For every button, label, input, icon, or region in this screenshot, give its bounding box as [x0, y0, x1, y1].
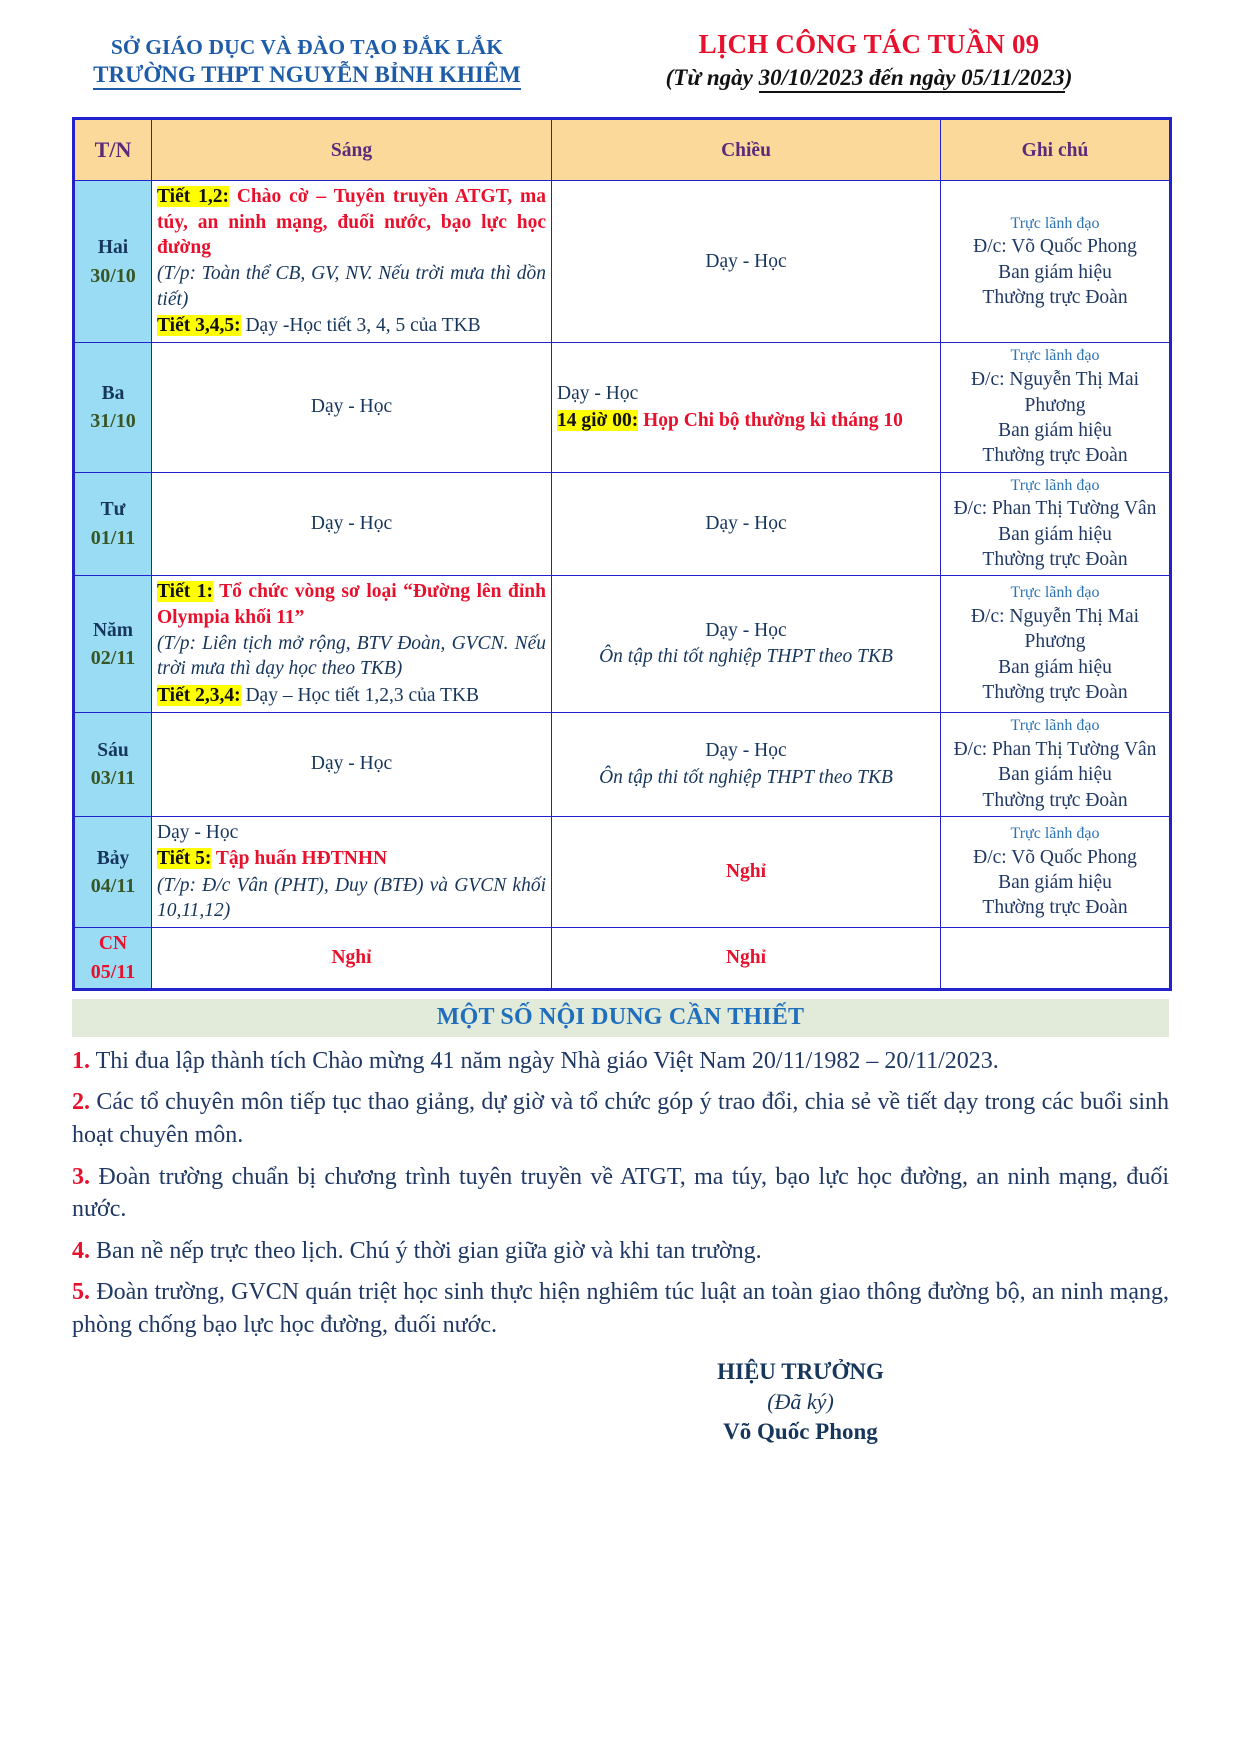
cell-line: (T/p: Toàn thể CB, GV, NV. Nếu trời mưa thì dồn tiết) [157, 263, 546, 310]
duty-person: Đ/c: Võ Quốc Phong [973, 236, 1137, 258]
cell-line: Tiết 3,4,5: Dạy -Học tiết 3, 4, 5 của TKB [157, 315, 481, 337]
signature-role: HIỆU TRƯỞNG [717, 1358, 884, 1384]
signature-signed-note: (Đã ký) [767, 1388, 834, 1414]
notes-cell [941, 181, 1171, 343]
duty-board: Ban giám hiệu [998, 656, 1112, 678]
subtitle-suffix: ) [1064, 65, 1073, 91]
duty-board: Ban giám hiệu [998, 261, 1112, 283]
highlight-label: Tiết 3,4,5: [157, 315, 241, 337]
note-number: 1. [72, 1047, 90, 1074]
morning-cell [152, 817, 552, 928]
department-name: SỞ GIÁO DỤC VÀ ĐÀO TẠO ĐẮK LẮK [110, 35, 504, 59]
duty-person: Đ/c: Nguyễn Thị Mai Phương [970, 369, 1140, 416]
notes-cell [941, 713, 1171, 817]
note-number: 3. [72, 1163, 90, 1190]
cell-line: Tiết 5: Tập huấn HĐTNHN [157, 848, 388, 870]
duty-board: Ban giám hiệu [998, 419, 1112, 441]
duty-board: Ban giám hiệu [998, 764, 1112, 786]
duty-union: Thường trực Đoàn [982, 682, 1128, 704]
day-name: Tư [100, 499, 126, 521]
note-text: Đoàn trường, GVCN quán triệt học sinh thực hiện nghiêm túc luật an toàn giao thông đường bộ, an ninh mạng, phòng chống bạo lực học đường, đuối nước. [72, 1279, 1169, 1339]
table-row [74, 817, 1171, 928]
day-date: 02/11 [90, 646, 136, 669]
cell-line: Ôn tập thi tốt nghiệp THPT theo TKB [599, 766, 893, 788]
cell-line: Nghỉ [725, 946, 767, 968]
day-cell [74, 713, 152, 817]
note-item [72, 1045, 1169, 1078]
duty-title: Trực lãnh đạo [1010, 214, 1100, 232]
column-header-afternoon: Chiều [552, 119, 941, 181]
morning-cell [152, 472, 552, 576]
morning-cell [152, 343, 552, 472]
duty-title: Trực lãnh đạo [1010, 584, 1100, 602]
afternoon-cell [552, 472, 941, 576]
day-date: 04/11 [90, 874, 136, 897]
duty-title: Trực lãnh đạo [1010, 476, 1100, 494]
note-text: Các tổ chuyên môn tiếp tục thao giảng, dự giờ và tổ chức góp ý trao đổi, chia sẻ về tiết dạy trong các buổi sinh hoạt chuyên môn. [72, 1089, 1170, 1148]
day-name: Hai [97, 237, 129, 259]
notes-cell [941, 576, 1171, 713]
day-cell [74, 576, 152, 713]
cell-line: Nghỉ [725, 861, 767, 883]
subtitle-date-range: 30/10/2023 đến ngày 05/11/2023 [759, 65, 1065, 93]
cell-line: (T/p: Liên tịch mở rộng, BTV Đoàn, GVCN. Nếu trời mưa thì dạy học theo TKB) [157, 633, 546, 680]
cell-line: 14 giờ 00: Họp Chi bộ thường kì tháng 10 [557, 409, 903, 431]
cell-line: Tiết 1,2: Chào cờ – Tuyên truyền ATGT, ma túy, an ninh mạng, đuối nước, bạo lực học đường [157, 186, 546, 259]
notes-cell [941, 343, 1171, 472]
morning-cell [152, 181, 552, 343]
table-row [74, 343, 1171, 472]
table-row [74, 576, 1171, 713]
afternoon-cell [552, 181, 941, 343]
notes-list [72, 1045, 1169, 1342]
day-cell [74, 343, 152, 472]
day-name: Sáu [97, 739, 129, 761]
cell-line: Dạy - Học [157, 822, 239, 843]
cell-line: Dạy - Học [557, 383, 639, 405]
day-date: 03/11 [90, 767, 136, 790]
subtitle-prefix: (Từ ngày [665, 65, 759, 91]
duty-person: Đ/c: Võ Quốc Phong [973, 846, 1137, 868]
notes-section-banner: MỘT SỐ NỘI DUNG CẦN THIẾT [72, 999, 1169, 1037]
note-text: Thi đua lập thành tích Chào mừng 41 năm ngày Nhà giáo Việt Nam 20/11/1982 – 20/11/2023. [95, 1047, 999, 1074]
cell-line: Dạy - Học [705, 619, 787, 641]
duty-title: Trực lãnh đạo [1010, 347, 1100, 365]
column-header-notes: Ghi chú [941, 119, 1171, 181]
duty-union: Thường trực Đoàn [982, 549, 1128, 571]
cell-line: Tiết 1: Tổ chức vòng sơ loại “Đường lên đỉnh Olympia khối 11” [157, 581, 546, 628]
note-number: 5. [72, 1279, 90, 1306]
highlight-label: Tiết 1: [157, 581, 213, 603]
table-header-row [74, 119, 1171, 181]
afternoon-cell [552, 817, 941, 928]
cell-line: Nghỉ [331, 946, 372, 968]
notes-cell [941, 472, 1171, 576]
column-header-morning: Sáng [152, 119, 552, 181]
duty-union: Thường trực Đoàn [982, 789, 1128, 811]
note-number: 4. [72, 1237, 90, 1264]
cell-line: Ôn tập thi tốt nghiệp THPT theo TKB [599, 646, 893, 668]
day-name: Bảy [96, 847, 130, 869]
highlight-label: 14 giờ 00: [557, 409, 639, 431]
day-cell [74, 928, 152, 989]
duty-person: Đ/c: Nguyễn Thị Mai Phương [970, 606, 1140, 653]
duty-title: Trực lãnh đạo [1010, 717, 1100, 735]
duty-title: Trực lãnh đạo [1010, 824, 1100, 842]
signature-block [72, 1356, 1169, 1449]
school-name-text: TRƯỜNG THPT NGUYỄN BỈNH KHIÊM [93, 62, 521, 90]
duty-person: Đ/c: Phan Thị Tường Vân [953, 738, 1157, 760]
day-date: 30/10 [90, 264, 136, 287]
date-range-subtitle [569, 65, 1169, 91]
table-row [74, 713, 1171, 817]
day-date: 05/11 [90, 960, 136, 983]
day-date: 31/10 [90, 410, 136, 433]
organization-block [72, 28, 542, 90]
cell-line: Tiết 2,3,4: Dạy – Học tiết 1,2,3 của TKB [157, 684, 480, 706]
cell-line: Dạy - Học [310, 396, 393, 418]
day-name: Năm [92, 619, 134, 641]
cell-line: Dạy - Học [310, 512, 393, 534]
day-name: CN [98, 933, 128, 955]
note-number: 2. [72, 1089, 90, 1116]
morning-cell [152, 576, 552, 713]
column-header-day: T/N [74, 119, 152, 181]
duty-union: Thường trực Đoàn [982, 445, 1128, 467]
cell-line: Dạy - Học [705, 250, 787, 272]
document-header [72, 28, 1169, 91]
highlight-label: Tiết 5: [157, 848, 212, 870]
day-cell [74, 181, 152, 343]
note-text: Ban nề nếp trực theo lịch. Chú ý thời gian giữa giờ và khi tan trường. [96, 1237, 762, 1264]
day-cell [74, 817, 152, 928]
title-block [569, 28, 1169, 91]
duty-board: Ban giám hiệu [998, 523, 1112, 545]
highlight-label: Tiết 1,2: [157, 186, 229, 208]
duty-board: Ban giám hiệu [998, 871, 1112, 893]
signature-name: Võ Quốc Phong [723, 1419, 878, 1445]
duty-person: Đ/c: Phan Thị Tường Vân [953, 498, 1157, 520]
morning-cell [152, 928, 552, 989]
duty-union: Thường trực Đoàn [982, 286, 1128, 308]
afternoon-cell [552, 343, 941, 472]
note-item [72, 1086, 1169, 1151]
note-text: Đoàn trường chuẩn bị chương trình tuyên truyền về ATGT, ma túy, bạo lực học đường, an ninh mạng, đuối nước. [72, 1163, 1169, 1223]
afternoon-cell [552, 576, 941, 713]
day-date: 01/11 [90, 526, 136, 549]
cell-line: Dạy - Học [310, 753, 393, 775]
note-item [72, 1276, 1169, 1341]
table-row [74, 181, 1171, 343]
weekly-schedule-table [72, 117, 1172, 990]
morning-cell [152, 713, 552, 817]
note-item [72, 1161, 1169, 1226]
cell-line: Dạy - Học [705, 512, 787, 534]
signature-inner [586, 1356, 1016, 1449]
day-name: Ba [101, 382, 125, 404]
notes-cell [941, 817, 1171, 928]
page-title: LỊCH CÔNG TÁC TUẦN 09 [698, 29, 1040, 59]
highlight-label: Tiết 2,3,4: [157, 684, 241, 706]
afternoon-cell [552, 713, 941, 817]
school-name [93, 61, 521, 90]
note-item [72, 1235, 1169, 1268]
cell-line: Dạy - Học [705, 740, 787, 762]
table-row [74, 928, 1171, 989]
duty-union: Thường trực Đoàn [982, 897, 1128, 919]
day-cell [74, 472, 152, 576]
notes-cell [941, 928, 1171, 989]
table-row [74, 472, 1171, 576]
cell-line: (T/p: Đ/c Vân (PHT), Duy (BTĐ) và GVCN khối 10,11,12) [157, 874, 546, 922]
afternoon-cell [552, 928, 941, 989]
